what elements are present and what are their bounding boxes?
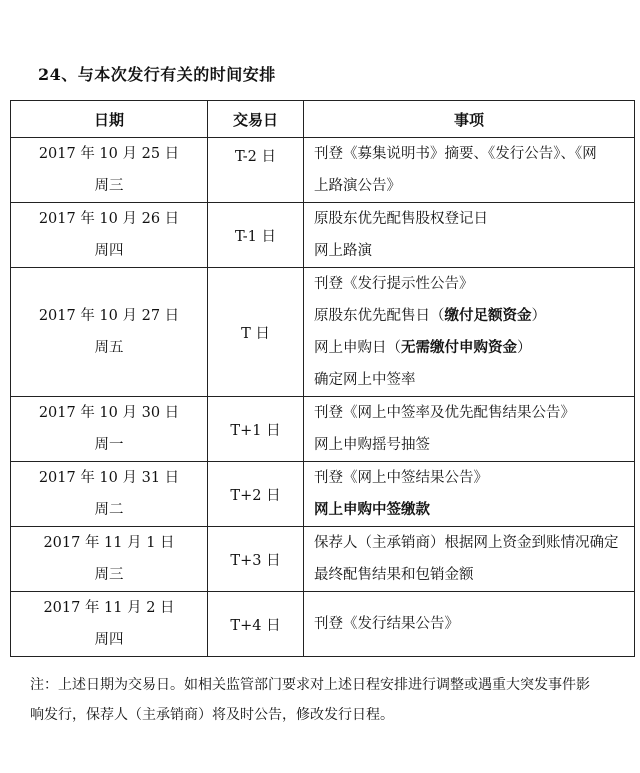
item-emphasis: 无需缴付申购资金 (401, 339, 517, 356)
item-text: 原股东优先配售日（ (314, 308, 445, 324)
section-title: 24、与本次发行有关的时间安排 (38, 65, 276, 84)
item-line (304, 170, 634, 202)
item-line (304, 138, 634, 170)
table-row (11, 527, 635, 592)
items-cell (304, 397, 635, 462)
item-text: 刊登《网上中签结果公告》 (314, 470, 488, 486)
item-emphasis: 缴付足额资金 (444, 307, 532, 324)
item-text: 网上路演 (314, 243, 372, 259)
table-row (11, 397, 635, 462)
item-line (304, 494, 634, 526)
trading-day-cell: T+2 日 (208, 462, 304, 527)
trading-day-cell: T+4 日 (208, 592, 304, 657)
item-line (304, 397, 634, 429)
item-text: ） (517, 340, 532, 356)
weekday-text: 周二 (94, 502, 124, 518)
date-text: 2017 年 11 月 2 日 (43, 600, 175, 616)
date-text: 2017 年 10 月 25 日 (38, 146, 180, 162)
trading-day-cell: T+3 日 (208, 527, 304, 592)
items-cell (304, 268, 635, 397)
items-cell (304, 138, 635, 203)
date-text: 2017 年 10 月 26 日 (38, 211, 180, 227)
trading-day-cell: T-2 日 (208, 138, 304, 203)
weekday-text: 周三 (94, 567, 124, 583)
footnote-line-1: 注：上述日期为交易日。如相关监管部门要求对上述日程安排进行调整或遇重大突发事件影 (30, 677, 590, 693)
schedule-table (10, 100, 635, 657)
date-cell (11, 527, 208, 592)
item-text: 刊登《网上中签率及优先配售结果公告》 (314, 405, 575, 421)
weekday-text: 周五 (94, 340, 124, 356)
item-line (304, 268, 634, 300)
date-cell (11, 203, 208, 268)
date-cell (11, 592, 208, 657)
date-text: 2017 年 11 月 1 日 (43, 535, 175, 551)
items-cell (304, 592, 635, 657)
item-line (304, 364, 634, 396)
item-line (304, 462, 634, 494)
date-text: 2017 年 10 月 30 日 (38, 405, 180, 421)
item-line (304, 429, 634, 461)
date-cell (11, 268, 208, 397)
item-text: 上路演公告》 (314, 178, 401, 194)
date-cell (11, 138, 208, 203)
item-text: 最终配售结果和包销金额 (314, 567, 474, 583)
item-text: 保荐人（主承销商）根据网上资金到账情况确定 (314, 535, 619, 551)
items-cell (304, 527, 635, 592)
item-line (304, 608, 634, 640)
header-items: 事项 (304, 101, 635, 138)
item-text: 网上申购日（ (314, 340, 401, 356)
table-row (11, 203, 635, 268)
item-text: ） (531, 308, 546, 324)
weekday-text: 周四 (94, 243, 124, 259)
trading-day-cell: T 日 (208, 268, 304, 397)
item-line (304, 203, 634, 235)
items-cell (304, 462, 635, 527)
date-text: 2017 年 10 月 31 日 (38, 470, 180, 486)
trading-day-cell: T+1 日 (208, 397, 304, 462)
table-header-row (11, 101, 635, 138)
footnote-line-2: 响发行，保荐人（主承销商）将及时公告，修改发行日程。 (30, 707, 394, 723)
item-text: 原股东优先配售股权登记日 (314, 211, 488, 227)
footnote (30, 670, 630, 730)
item-emphasis: 网上申购中签缴款 (314, 501, 430, 518)
item-text: 确定网上中签率 (314, 372, 416, 388)
item-text: 刊登《发行提示性公告》 (314, 276, 474, 292)
trading-day-cell: T-1 日 (208, 203, 304, 268)
table-row (11, 592, 635, 657)
header-trading-day: 交易日 (208, 101, 304, 138)
date-cell (11, 462, 208, 527)
items-cell (304, 203, 635, 268)
header-date: 日期 (11, 101, 208, 138)
weekday-text: 周一 (94, 437, 124, 453)
date-text: 2017 年 10 月 27 日 (38, 308, 180, 324)
item-line (304, 300, 634, 332)
weekday-text: 周三 (94, 178, 124, 194)
table-row (11, 268, 635, 397)
weekday-text: 周四 (94, 632, 124, 648)
item-line (304, 527, 634, 559)
item-text: 刊登《募集说明书》摘要、《发行公告》、《网 (314, 146, 597, 162)
item-text: 网上申购摇号抽签 (314, 437, 430, 453)
table-row (11, 138, 635, 203)
table-row (11, 462, 635, 527)
item-line (304, 559, 634, 591)
date-cell (11, 397, 208, 462)
item-text: 刊登《发行结果公告》 (314, 616, 459, 632)
item-line (304, 332, 634, 364)
item-line (304, 235, 634, 267)
